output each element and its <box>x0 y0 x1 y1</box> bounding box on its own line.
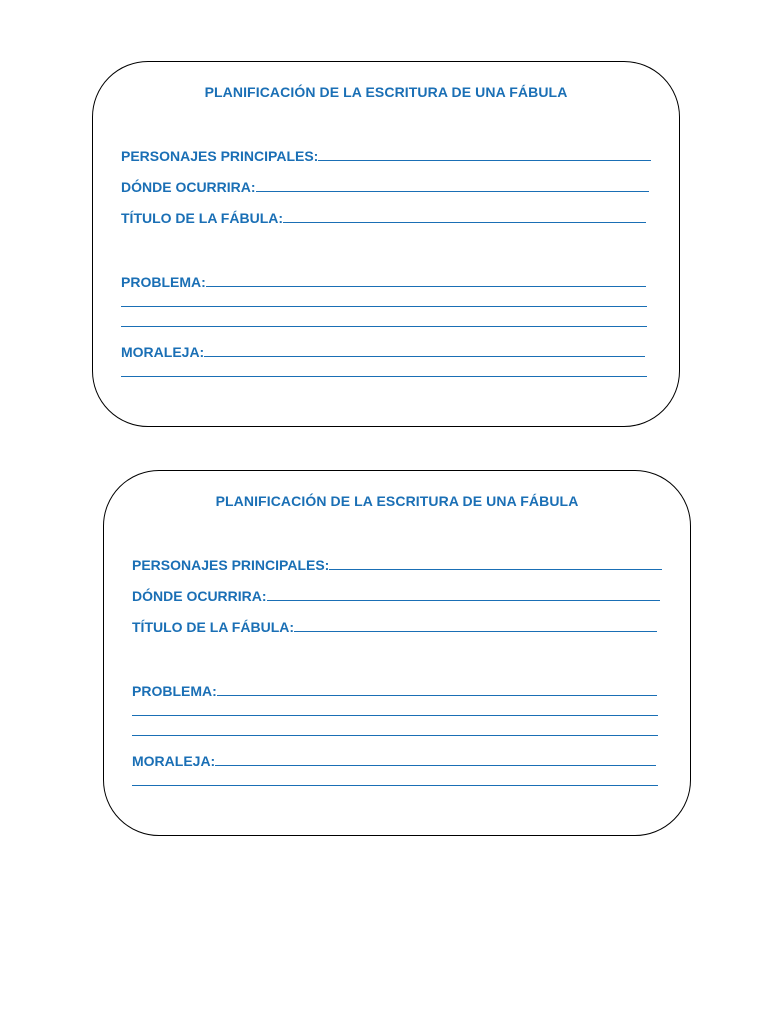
donde-label: DÓNDE OCURRIRA: <box>121 179 256 195</box>
moraleja-answer-line[interactable] <box>204 356 645 357</box>
fable-planning-card-1 <box>92 61 680 427</box>
card-title: PLANIFICACIÓN DE LA ESCRITURA DE UNA FÁBULA <box>215 493 579 509</box>
personajes-answer-line[interactable] <box>318 160 651 161</box>
titulo-row <box>121 206 646 226</box>
donde-label: DÓNDE OCURRIRA: <box>132 588 267 604</box>
card-title: PLANIFICACIÓN DE LA ESCRITURA DE UNA FÁBULA <box>204 84 568 100</box>
donde-row <box>121 175 649 195</box>
problema-answer-line[interactable] <box>206 286 646 287</box>
moraleja-label: MORALEJA: <box>132 753 216 769</box>
moraleja-extra-line-1[interactable] <box>132 785 658 786</box>
problema-row <box>132 679 657 699</box>
moraleja-label: MORALEJA: <box>121 344 205 360</box>
donde-row <box>132 584 660 604</box>
personajes-label: PERSONAJES PRINCIPALES: <box>121 148 319 164</box>
titulo-answer-line[interactable] <box>283 222 646 223</box>
problema-label: PROBLEMA: <box>121 274 206 290</box>
fable-planning-card-2 <box>103 470 691 836</box>
problema-extra-line-1[interactable] <box>132 715 658 716</box>
problema-extra-line-1[interactable] <box>121 306 647 307</box>
titulo-row <box>132 615 657 635</box>
moraleja-row <box>132 749 656 769</box>
titulo-label: TÍTULO DE LA FÁBULA: <box>121 210 284 226</box>
personajes-row <box>132 553 662 573</box>
problema-row <box>121 270 646 290</box>
personajes-row <box>121 144 651 164</box>
titulo-answer-line[interactable] <box>294 631 657 632</box>
moraleja-row <box>121 340 645 360</box>
problema-answer-line[interactable] <box>217 695 657 696</box>
problema-label: PROBLEMA: <box>132 683 217 699</box>
donde-answer-line[interactable] <box>256 191 649 192</box>
titulo-label: TÍTULO DE LA FÁBULA: <box>132 619 295 635</box>
personajes-answer-line[interactable] <box>329 569 662 570</box>
problema-extra-line-2[interactable] <box>121 326 647 327</box>
personajes-label: PERSONAJES PRINCIPALES: <box>132 557 330 573</box>
donde-answer-line[interactable] <box>267 600 660 601</box>
moraleja-answer-line[interactable] <box>215 765 656 766</box>
moraleja-extra-line-1[interactable] <box>121 376 647 377</box>
problema-extra-line-2[interactable] <box>132 735 658 736</box>
